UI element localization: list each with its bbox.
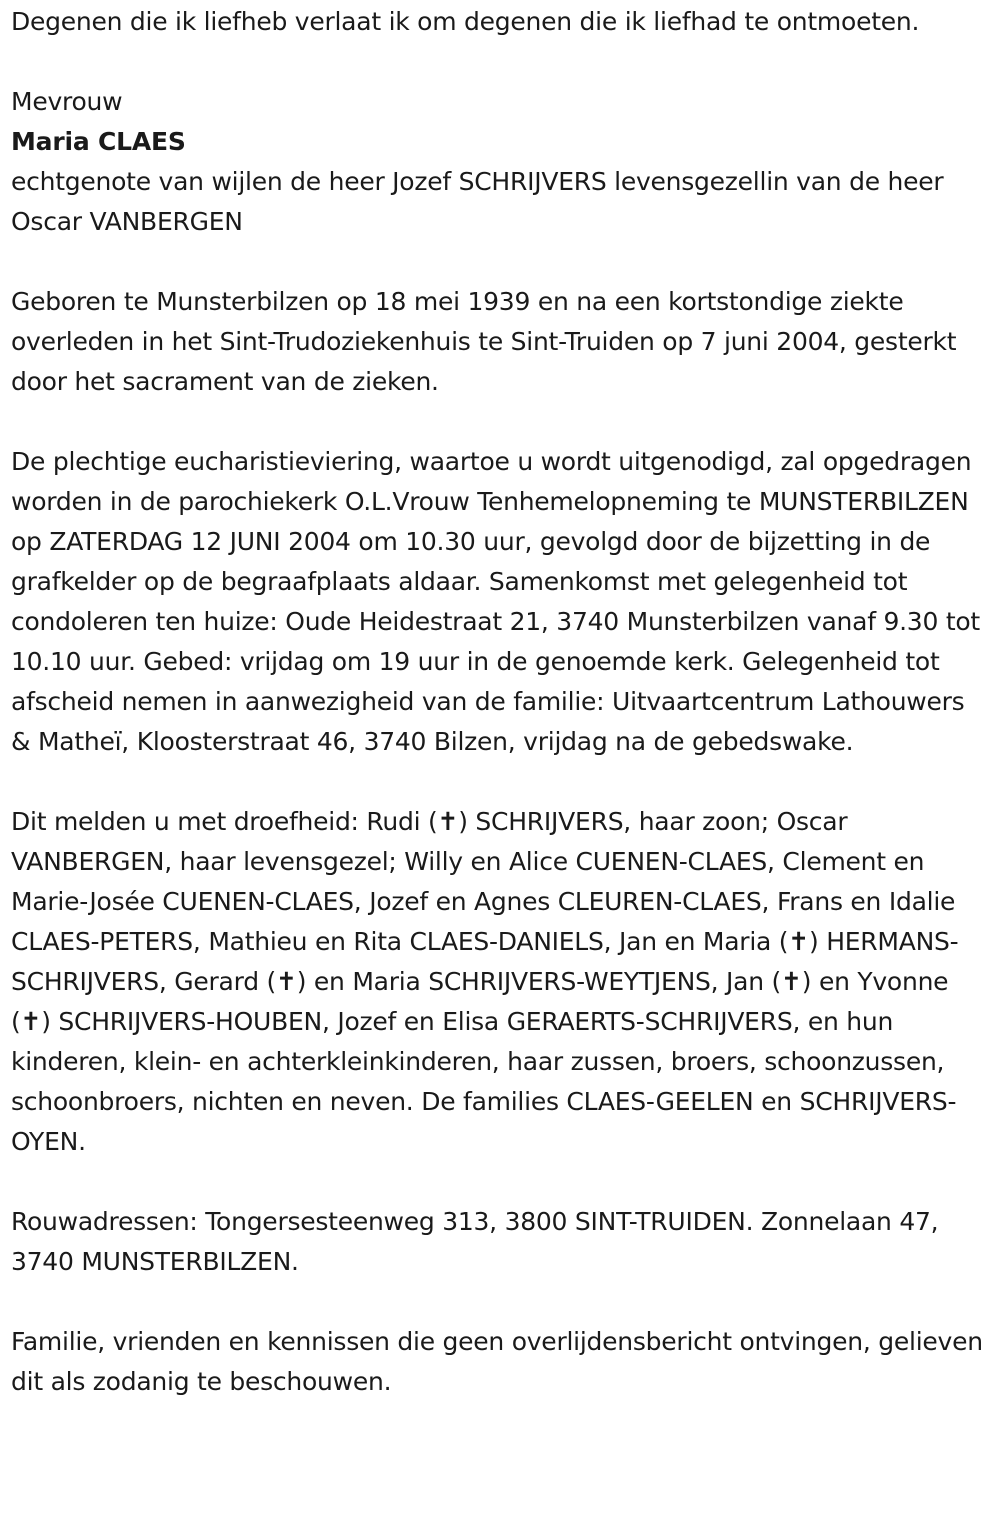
spacer <box>11 242 988 282</box>
ceremony-paragraph: De plechtige eucharistieviering, waartoe u wordt uitgenodigd, zal opgedragen worden in de parochiekerk O.L.Vrouw Tenhemelopneming te MUNSTERBILZEN op ZATERDAG 12 JUNI 2004 om 10.30 uur, gevolgd door de bijzetting in de grafkelder op de begraafplaats aldaar. Samenkomst met gelegenheid tot condoleren ten huize: Oude Heidestraat 21, 3740 Munsterbilzen vanaf 9.30 tot 10.10 uur. Gebed: vrijdag om 19 uur in de genoemde kerk. Gelegenheid tot afscheid nemen in aanwezigheid van de familie: Uitvaartcentrum Lathouwers & Matheï, Kloosterstraat 46, 3740 Bilzen, vrijdag na de gebedswake. <box>11 447 980 756</box>
salutation: Mevrouw <box>11 87 123 116</box>
spacer <box>11 402 988 442</box>
spacer <box>11 42 988 82</box>
spacer <box>11 762 988 802</box>
relation-text: echtgenote van wijlen de heer Jozef SCHRIJVERS levensgezellin van de heer Oscar VANBERGEN <box>11 167 944 236</box>
spacer <box>11 1282 988 1322</box>
family-paragraph: Dit melden u met droefheid: Rudi (✝) SCHRIJVERS, haar zoon; Oscar VANBERGEN, haar levensgezel; Willy en Alice CUENEN-CLAES, Clement en Marie-Josée CUENEN-CLAES, Jozef en Agnes CLEUREN-CLAES, Frans en Idalie CLAES-PETERS, Mathieu en Rita CLAES-DANIELS, Jan en Maria (✝) HERMANS-SCHRIJVERS, Gerard (✝) en Maria SCHRIJVERS-WEYTJENS, Jan (✝) en Yvonne (✝) SCHRIJVERS-HOUBEN, Jozef en Elisa GERAERTS-SCHRIJVERS, en hun kinderen, klein- en achterkleinkinderen, haar zussen, broers, schoonzussen, schoonbroers, nichten en neven. De families CLAES-GEELEN en SCHRIJVERS-OYEN. <box>11 807 959 1156</box>
deceased-name: Maria CLAES <box>11 127 186 156</box>
motto-text: Degenen die ik liefheb verlaat ik om degenen die ik liefhad te ontmoeten. <box>11 7 920 36</box>
birth-death-paragraph: Geboren te Munsterbilzen op 18 mei 1939 en na een kortstondige ziekte overleden in het Sint-Trudoziekenhuis te Sint-Truiden op 7 juni 2004, gesterkt door het sacrament van de zieken. <box>11 287 957 396</box>
closing-paragraph: Familie, vrienden en kennissen die geen overlijdensbericht ontvingen, gelieven dit als zodanig te beschouwen. <box>11 1327 983 1396</box>
addresses-paragraph: Rouwadressen: Tongersesteenweg 313, 3800 SINT-TRUIDEN. Zonnelaan 47, 3740 MUNSTERBILZEN. <box>11 1207 939 1276</box>
spacer <box>11 1162 988 1202</box>
